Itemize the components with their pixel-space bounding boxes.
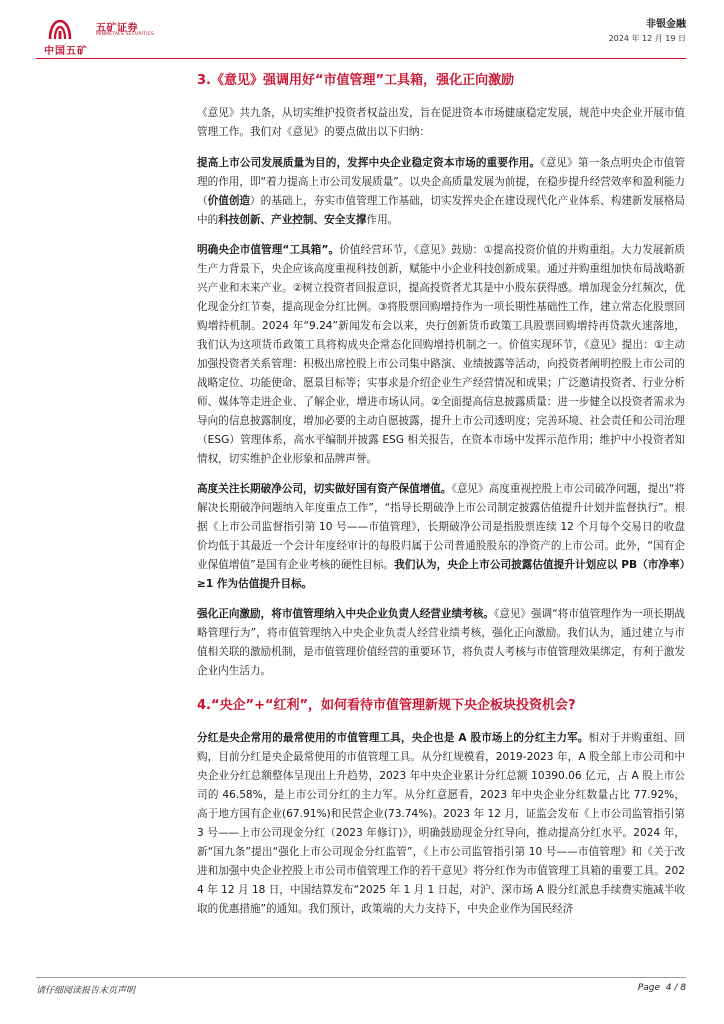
page-header <box>0 0 724 60</box>
brand-name-cn: 五矿证券 <box>96 23 138 34</box>
report-date: 2024 年 12 月 19 日 <box>608 34 686 43</box>
paragraph-toolbox <box>197 241 685 469</box>
paragraph-dividend-lead: 分红是央企常用的最常使用的市值管理工具，央企也是 A 股市场上的分红主力军。 <box>197 732 589 744</box>
footer-disclaimer: 请仔细阅读报告末页声明 <box>36 986 136 996</box>
footer-divider <box>36 977 686 978</box>
section-3-title: 3.《意见》强调用好“市值管理”工具箱，强化正向激励 <box>197 73 515 88</box>
paragraph-quality-text-c: ）的基础上，夯实市值管理工作基础，切实发挥央企在建设现代化产业体系、构建新发展格局中的 <box>197 195 685 226</box>
header-meta <box>609 18 686 46</box>
header-divider <box>36 58 686 59</box>
paragraph-dividend-text: 相对于并购重组、回购，目前分红是央企最常使用的市值管理工具。从分红规模看，2019-2023 年，A 股全部上市公司和中央企业分红总额整体呈现出上升趋势，2023 年中央企业累计分红总额 10390.06 亿元，占 A 股上市公司的 46.58%，是上市公司分红的主力军。从分红意愿看，2023 年中央企业分红数量占比 77.92%，高于地方国有企业(67.91%)和民营企业(73.74%)。2023 年 12 月，证监会发布《上市公司监管指引第 3 号——上市公司现金分红（2023 年修订)》，明确鼓励现金分红导向，推动提高分红水平。2024 年，新“国九条”提出“强化上市公司现金分红监管”，《上市公司监管指引第 10 号——市值管理》和《关于改进和加强中央企业控股上市公司市值管理工作的若干意见》将分红作为市值管理工具箱的重要工具。2024 年 12 月 18 日，中国结算发布“2025 年 1 月 1 日起，对沪、深市场 A 股分红派息手续费实施减半收取的优惠措施”的通知。我们预计，政策端的大力支持下，中央企业作为国民经济 <box>197 732 685 915</box>
company-logo <box>44 18 154 57</box>
paragraph-toolbox-text: 价值经营环节，《意见》鼓励：①提高投资价值的并购重组。大力发展新质生产力背景下，央企应该高度重视科技创新，赋能中小企业科技创新成果。通过并购重组加快布局战略新兴产业和未来产业。②树立投资者回报意识，提高投资者尤其是中小股东获得感。增加现金分红频次，优化现金分红节奏，提高现金分红比例。③将股票回购增持作为一项长期性基础性工作，建立常态化股票回购增持机制。2024 年“9.24”新闻发布会以来，央行创新货币政策工具股票回购增持再贷款火速落地，我们认为这项货币政策工具将构成央企常态化回购增持机制之一。价值实现环节，《意见》提出：①主动加强投资者关系管理：积极出席控股上市公司集中路演、业绩披露等活动，向投资者阐明控股上市公司的战略定位、功能使命、愿景目标等；实事求是介绍企业生产经营情况和成果；广泛邀请投资者、行业分析师、媒体等走进企业、了解企业，增进市场认同。②全面提高信息披露质量：进一步健全以投资者需求为导向的信息披露制度，增加必要的主动自愿披露，提升上市公司透明度；完善环境、社会责任和公司治理（ESG）管理体系，高水平编制并披露 ESG 相关报告，在资本市场中发挥示范作用；维护中小投资者知情权，切实维护企业形象和品牌声誉。 <box>197 244 685 465</box>
group-name: 中国五矿 <box>44 46 88 57</box>
paragraph-quality-text-e: 作用。 <box>366 214 399 226</box>
paragraph-below-book <box>197 480 685 594</box>
minmetals-logo-icon <box>48 18 72 40</box>
report-category: 非银金融 <box>646 19 686 30</box>
paragraph-incentive-lead: 强化正向激励，将市值管理纳入中央企业负责人经营业绩考核。 <box>197 608 494 620</box>
paragraph-below-book-conclusion: 我们认为，央企上市公司披露估值提升计划应以 PB（市净率）≥1 作为估值提升目标。 <box>197 559 685 590</box>
paragraph-toolbox-lead: 明确央企市值管理“工具箱”。 <box>197 244 340 256</box>
paragraph-incentive-text: 《意见》强调“将市值管理作为一项长期战略管理行为”，将市值管理纳入中央企业负责人经营业绩考核，强化正向激励。我们认为，通过建立与市值相关联的激励机制，是市值管理价值经营的重要环节，将负责人考核与市值管理效果绑定，有利于激发企业内生活力。 <box>197 608 686 677</box>
value-creation-term: 价值创造 <box>207 195 251 207</box>
paragraph-below-book-lead: 高度关注长期破净公司，切实做好国有资产保值增值。 <box>197 483 452 495</box>
section-3-intro: 《意见》共九条，从切实维护投资者权益出发，旨在促进资本市场健康稳定发展，规范中央企业开展市值管理工作。我们对《意见》的要点做出以下归纳： <box>197 107 685 138</box>
paragraph-quality-lead: 提高上市公司发展质量为目的，发挥中央企业稳定资本市场的重要作用。 <box>197 157 541 169</box>
page-label: Page <box>637 983 661 993</box>
brand-name-en: MINMETALS SECURITIES <box>96 32 154 37</box>
section-4-title: 4.“央企”+“红利”，如何看待市值管理新规下央企板块投资机会? <box>197 698 576 713</box>
tech-industry-security-term: 科技创新、产业控制、安全支撑 <box>218 214 367 226</box>
page-count: 4 / 8 <box>665 983 686 993</box>
page-number <box>638 983 686 993</box>
paragraph-below-book-text: 《意见》高度重视控股上市公司破净问题，提出“将解决长期破净问题纳入年度重点工作”，“指导长期破净上市公司制定披露估值提升计划并监督执行”。根据《上市公司监督指引第 10 号——市值管理》，长期破净公司是指股票连续 12 个月每个交易日的收盘价均低于其最近一个会计年度经审计的每股归属于公司普通股股东的净资产的上市公司。此外，“国有企业保值增值”是国有企业考核的硬性目标。 <box>197 483 686 571</box>
paragraph-incentive <box>197 605 685 681</box>
paragraph-dividend <box>197 729 685 919</box>
report-body <box>197 62 685 919</box>
paragraph-quality-text-a: 《意见》第一条点明央企市值管理的作用，即“着力提高上市公司发展质量”。以央企高质量发展为前提，在稳步提升经营效率和盈利能力（ <box>197 157 686 207</box>
paragraph-quality <box>197 154 685 230</box>
